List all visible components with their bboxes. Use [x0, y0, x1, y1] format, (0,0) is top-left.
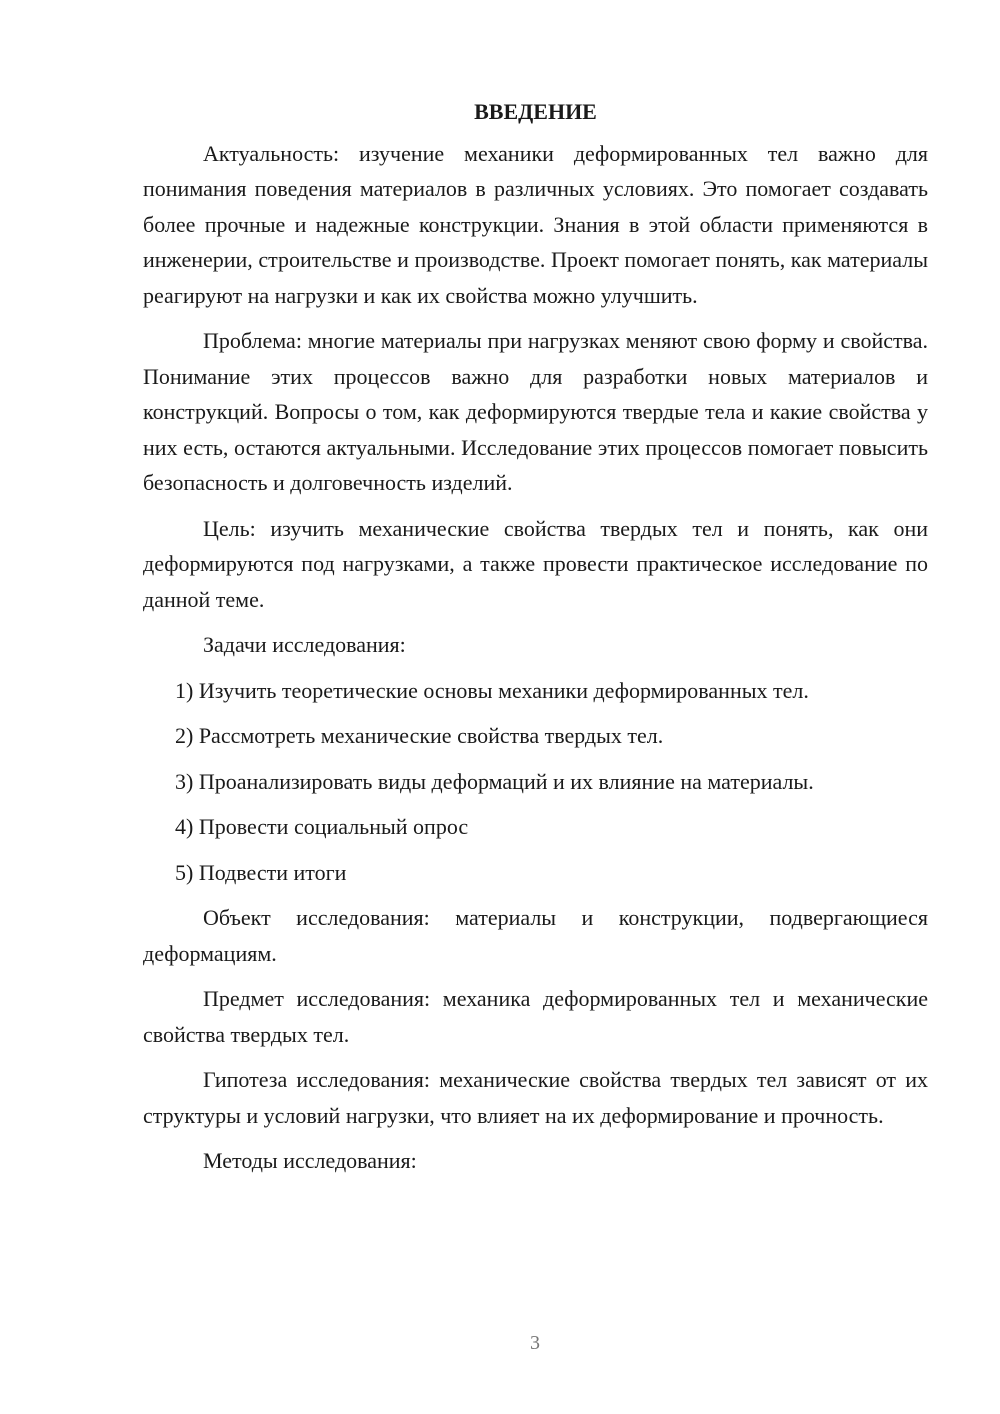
task-item-3: 3) Проанализировать виды деформаций и их влияние на материалы.: [175, 768, 814, 794]
page-number: 3: [530, 1332, 540, 1354]
object-paragraph: Объект исследования: материалы и конструкции, подвергающиеся деформациям.: [143, 905, 928, 966]
tasks-heading: Задачи исследования:: [203, 632, 406, 657]
page-content: [143, 94, 928, 1189]
section-title: ВВЕДЕНИЕ: [474, 99, 597, 124]
task-item-4: 4) Провести социальный опрос: [175, 814, 469, 839]
task-item-1: 1) Изучить теоретические основы механики деформированных тел.: [175, 677, 809, 703]
relevance-paragraph: Актуальность: изучение механики деформированных тел важно для понимания поведения материалов в различных условиях. Это помогает создавать более прочные и надежные конструкции. Знания в этой области применяются в инженерии, строительстве и производстве. Проект помогает понять, как материалы реагируют на нагрузки и как их свойства можно улучшить.: [143, 140, 928, 308]
task-item-5: 5) Подвести итоги: [175, 859, 347, 885]
tasks-list: [143, 673, 928, 891]
problem-paragraph: Проблема: многие материалы при нагрузках меняют свою форму и свойства. Понимание этих процессов важно для разработки новых материалов и конструкций. Вопросы о том, как деформируются твердые тела и какие свойства у них есть, остаются актуальными. Исследование этих процессов помогает повысить безопасность и долговечность изделий.: [143, 328, 928, 495]
subject-paragraph: Предмет исследования: механика деформированных тел и механические свойства твердых тел.: [143, 986, 928, 1047]
goal-paragraph: Цель: изучить механические свойства твердых тел и понять, как они деформируются под нагрузками, а также провести практическое исследование по данной теме.: [143, 515, 928, 612]
hypothesis-paragraph: Гипотеза исследования: механические свойства твердых тел зависят от их структуры и условий нагрузки, что влияет на их деформирование и прочность.: [143, 1067, 928, 1128]
methods-heading: Методы исследования:: [203, 1148, 417, 1173]
task-item-2: 2) Рассмотреть механические свойства твердых тел.: [175, 723, 664, 748]
